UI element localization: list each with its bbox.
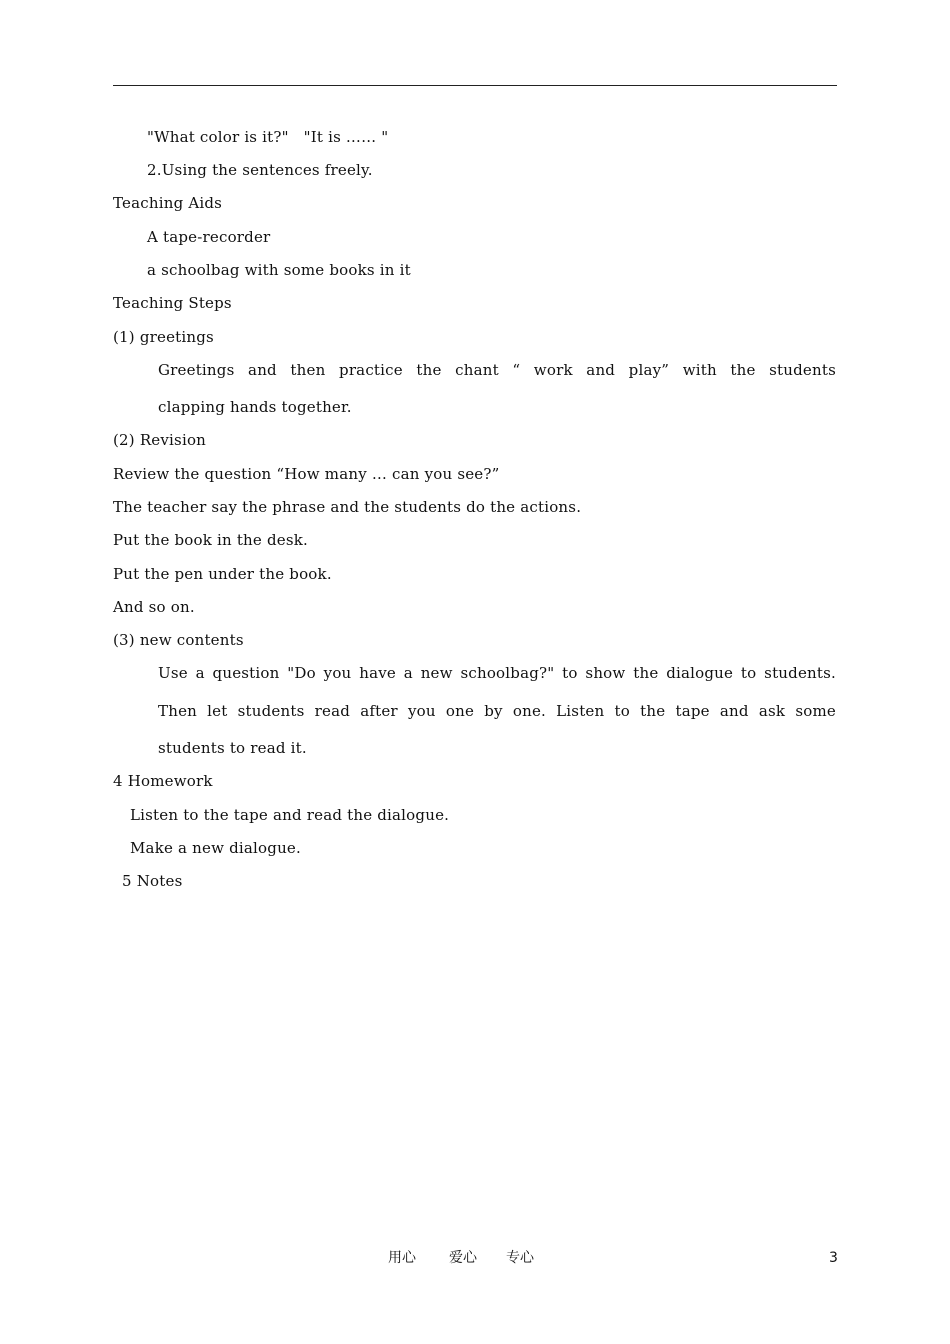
footer-motto-3: 专心 [506,1250,534,1266]
text-line: Use a question "Do you have a new schoolbag?" to show the dialogue to students. [158,664,836,682]
step-heading: (1) greetings [113,328,214,346]
footer-motto-1: 用心 [388,1250,416,1266]
footer-motto-2: 爱心 [449,1250,477,1266]
step-heading: (3) new contents [113,631,244,649]
step-heading: (2) Revision [113,431,207,449]
section-heading: Teaching Steps [113,294,232,312]
text-line: "What color is it?" "It is …… " [147,128,389,146]
section-heading: Teaching Aids [113,194,223,212]
text-line: Greetings and then practice the chant “ work and play” with the students [158,361,836,379]
section-heading: 4 Homework [113,772,213,790]
text-line: Put the pen under the book. [113,565,332,583]
text-line: And so on. [113,598,195,616]
text-line: Put the book in the desk. [113,531,308,549]
text-line: clapping hands together. [158,398,352,416]
text-line: Make a new dialogue. [130,839,301,857]
text-line: Then let students read after you one by one. Listen to the tape and ask some [158,702,836,720]
text-line: a schoolbag with some books in it [147,261,411,279]
text-line: A tape-recorder [147,228,271,246]
text-line: students to read it. [158,739,307,757]
text-line: 2.Using the sentences freely. [147,161,373,179]
text-line: Listen to the tape and read the dialogue. [130,806,450,824]
text-line: The teacher say the phrase and the students do the actions. [113,498,582,516]
header-rule [113,85,837,86]
page-number: 3 [829,1250,838,1266]
section-heading: 5 Notes [122,872,183,890]
text-line: Review the question “How many … can you see?” [113,465,500,483]
